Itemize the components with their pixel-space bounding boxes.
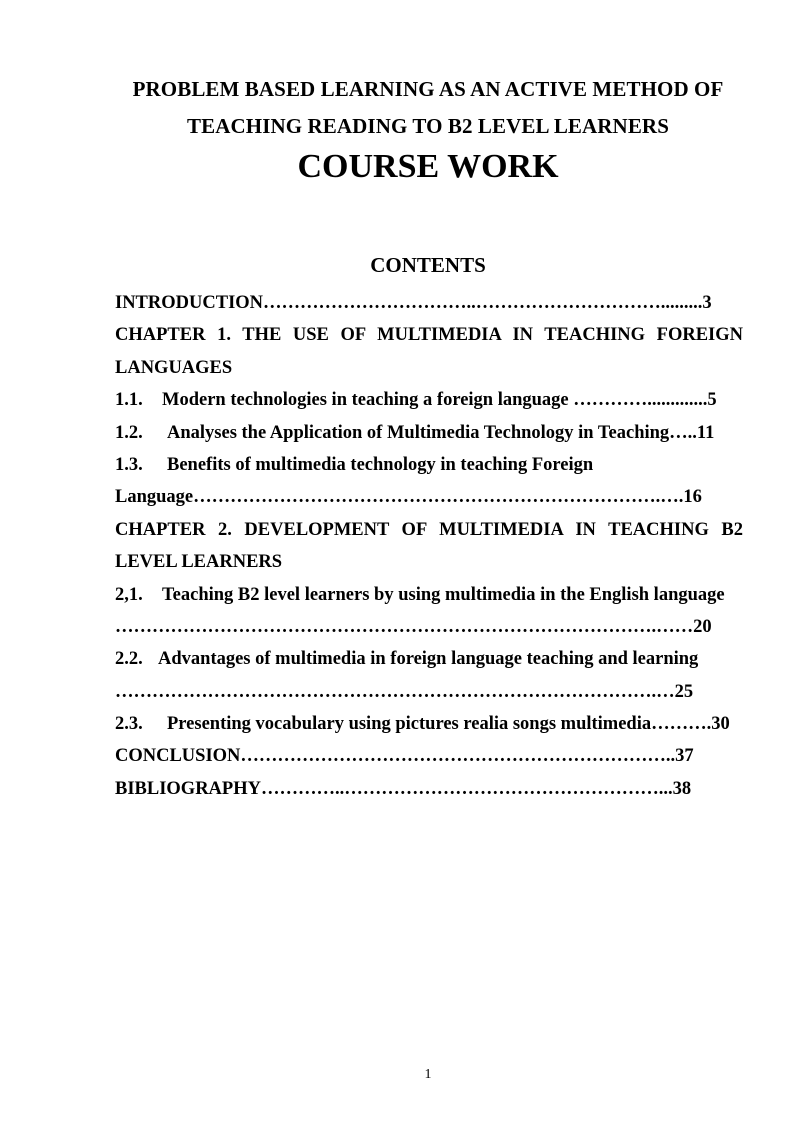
toc-chapter-2-line-1: CHAPTER 2. DEVELOPMENT OF MULTIMEDIA IN TEACHING B2	[115, 519, 743, 540]
toc-entry-number: 1.2.	[115, 422, 143, 443]
toc-entry-text: Presenting vocabulary using pictures realia songs multimedia……….30	[167, 714, 730, 735]
toc-entry-text: Analyses the Application of Multimedia Technology in Teaching…..11	[167, 422, 715, 443]
toc-entry-number: 1.1.	[115, 390, 143, 411]
toc-chapter-1-line-2: LANGUAGES	[115, 357, 233, 378]
toc-entry-2-3	[115, 708, 743, 740]
toc-entry-introduction: INTRODUCTION……………………………..………………………….........3	[115, 293, 712, 313]
toc-entry-text: Benefits of multimedia technology in teaching Foreign	[167, 454, 594, 475]
toc-entry-text: Modern technologies in teaching a foreign language ………….............5	[162, 390, 717, 411]
toc-entry-2-2	[115, 643, 743, 675]
toc-entry-conclusion: CONCLUSION……………………………………………………………..37	[115, 746, 694, 767]
page-number: 1	[424, 1067, 432, 1082]
toc-entry-1-3	[115, 449, 743, 481]
toc-chapter-1-line-1: CHAPTER 1. THE USE OF MULTIMEDIA IN TEACHING FOREIGN	[115, 325, 743, 346]
toc-entry-1-3-line-2: Language………………………………………………………………….….16	[115, 487, 702, 508]
toc-entry-2-2-line-2: …………………………………………………………………………….…25	[115, 681, 694, 702]
toc-entry-number: 2,1.	[115, 584, 143, 605]
toc-entry-1-2	[115, 417, 743, 449]
toc-entry-text: Advantages of multimedia in foreign language teaching and learning	[158, 649, 699, 670]
toc-entry-text: Teaching B2 level learners by using multimedia in the English language	[162, 584, 725, 605]
toc-entry-2-1-line-2: …………………………………………………………………………….……20	[115, 616, 712, 637]
table-of-contents	[115, 287, 743, 805]
toc-entry-2-1	[115, 579, 743, 611]
toc-chapter-2-line-2: LEVEL LEARNERS	[115, 552, 283, 573]
document-title-line-2: TEACHING READING TO B2 LEVEL LEARNERS	[187, 114, 669, 138]
course-work-heading: COURSE WORK	[297, 148, 559, 185]
toc-entry-number: 2.2.	[115, 649, 143, 670]
toc-entry-bibliography: BIBLIOGRAPHY…………..……………………………………………...38	[115, 778, 692, 799]
toc-entry-number: 2.3.	[115, 714, 143, 735]
toc-entry-1-1	[115, 384, 743, 416]
toc-entry-number: 1.3.	[115, 454, 143, 475]
document-title-line-1: PROBLEM BASED LEARNING AS AN ACTIVE METHOD OF	[132, 77, 724, 101]
contents-heading: CONTENTS	[370, 253, 486, 277]
